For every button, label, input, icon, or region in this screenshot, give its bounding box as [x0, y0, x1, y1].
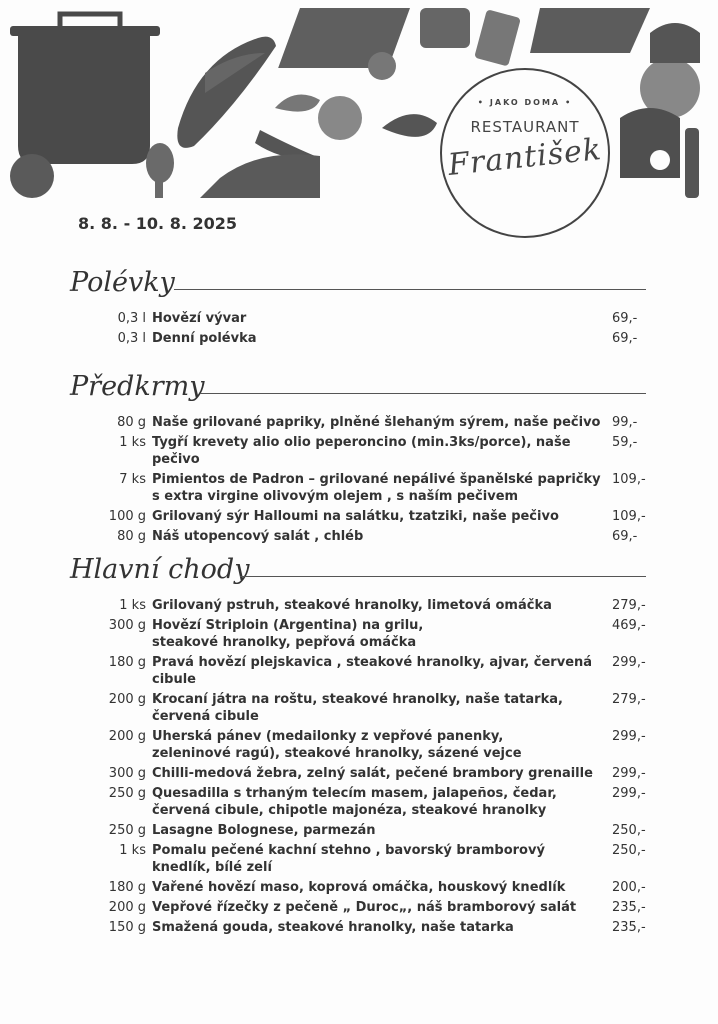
- item-quantity: 250 g: [108, 786, 146, 801]
- item-description-line: knedlík, bílé zelí: [152, 860, 272, 875]
- item-quantity: 180 g: [108, 880, 146, 895]
- item-description-line: Uherská pánev (medailonky z vepřové panenky,: [152, 729, 504, 744]
- item-price: 69,-: [612, 311, 638, 326]
- item-quantity: 250 g: [108, 823, 146, 838]
- item-description-line: Smažená gouda, steakové hranolky, naše tatarka: [152, 920, 514, 935]
- item-price: 69,-: [612, 529, 638, 544]
- item-quantity: 300 g: [108, 618, 146, 633]
- menu-item: [70, 528, 650, 545]
- item-price: 235,-: [612, 920, 646, 935]
- item-quantity: 0,3 l: [117, 331, 146, 346]
- item-description-line: Naše grilované papriky, plněné šlehaným sýrem, naše pečivo: [152, 415, 601, 430]
- item-description-line: Pimientos de Padron – grilované nepálivé španělské papričky: [152, 472, 601, 487]
- item-description-line: Hovězí Striploin (Argentina) na grilu,: [152, 618, 424, 633]
- item-quantity: 200 g: [108, 900, 146, 915]
- item-description-line: Vepřové řízečky z pečeně „ Duroc„, náš bramborový salát: [152, 900, 577, 915]
- item-quantity: 80 g: [117, 415, 146, 430]
- item-description-line: Pravá hovězí plejskavica , steakové hranolky, ajvar, červená cibule: [152, 655, 593, 687]
- item-quantity: 180 g: [108, 655, 146, 670]
- section-divider: [174, 289, 646, 290]
- menu-item: [70, 899, 650, 916]
- menu-item: [70, 617, 650, 651]
- item-price: 69,-: [612, 331, 638, 346]
- menu-item: [70, 508, 650, 525]
- item-description: [152, 879, 612, 896]
- item-price: 200,-: [612, 880, 646, 895]
- item-description-line: Pomalu pečené kachní stehno , bavorský bramborový: [152, 843, 545, 858]
- menu-date: 8. 8. - 10. 8. 2025: [78, 214, 237, 233]
- item-price: 59,-: [612, 435, 638, 450]
- item-quantity: 200 g: [108, 729, 146, 744]
- item-quantity: 200 g: [108, 692, 146, 707]
- item-description: [152, 919, 612, 936]
- menu-item: [70, 691, 650, 725]
- item-description-line: zeleninové ragú), steakové hranolky, sázené vejce: [152, 746, 522, 761]
- item-price: 109,-: [612, 509, 646, 524]
- item-quantity: 80 g: [117, 529, 146, 544]
- menu-item: [70, 330, 650, 347]
- item-description: [152, 414, 612, 431]
- menu-item: [70, 654, 650, 688]
- item-price: 299,-: [612, 729, 646, 744]
- item-price: 109,-: [612, 472, 646, 487]
- menu-item: [70, 434, 650, 468]
- item-description: [152, 597, 612, 614]
- logo-script-name: František: [446, 132, 604, 183]
- item-description-line: Lasagne Bolognese, parmezán: [152, 823, 376, 838]
- item-price: 299,-: [612, 766, 646, 781]
- item-description-line: Quesadilla s trhaným telecím masem, jalapeños, čedar,: [152, 786, 557, 801]
- section-starters: [70, 362, 650, 548]
- item-description: [152, 765, 612, 782]
- section-items: [70, 414, 650, 545]
- item-quantity: 1 ks: [119, 843, 146, 858]
- item-description-line: s extra virgine olivovým olejem , s naším pečivem: [152, 489, 519, 504]
- section-title: Hlavní chody: [70, 554, 250, 585]
- item-quantity: 150 g: [108, 920, 146, 935]
- item-price: 279,-: [612, 692, 646, 707]
- menu-item: [70, 785, 650, 819]
- item-description: [152, 528, 612, 545]
- item-description: [152, 654, 612, 688]
- item-description: [152, 310, 612, 327]
- menu-item: [70, 728, 650, 762]
- logo-name: RESTAURANT: [470, 118, 580, 136]
- item-description: [152, 508, 612, 525]
- item-description-line: červená cibule: [152, 709, 259, 724]
- item-price: 250,-: [612, 823, 646, 838]
- item-price: 279,-: [612, 598, 646, 613]
- menu-item: [70, 471, 650, 505]
- item-quantity: 1 ks: [119, 598, 146, 613]
- item-description-line: Hovězí vývar: [152, 311, 247, 326]
- section-header: [70, 258, 650, 302]
- item-quantity: 100 g: [108, 509, 146, 524]
- section-soups: [70, 258, 650, 350]
- item-description-line: Vařené hovězí maso, koprová omáčka, houskový knedlík: [152, 880, 566, 895]
- menu-item: [70, 919, 650, 936]
- item-description-line: Grilovaný pstruh, steakové hranolky, limetová omáčka: [152, 598, 552, 613]
- item-description-line: červená cibule, chipotle majonéza, steakové hranolky: [152, 803, 547, 818]
- section-items: [70, 597, 650, 936]
- section-title: Polévky: [70, 267, 175, 298]
- item-description: [152, 691, 612, 725]
- item-description-line: Denní polévka: [152, 331, 257, 346]
- section-title: Předkrmy: [70, 371, 205, 402]
- item-description-line: Krocaní játra na roštu, steakové hranolky, naše tatarka,: [152, 692, 563, 707]
- menu-item: [70, 822, 650, 839]
- item-description-line: Tygří krevety alio olio peperoncino (min.3ks/porce), naše pečivo: [152, 435, 571, 467]
- menu-item: [70, 414, 650, 431]
- item-quantity: 7 ks: [119, 472, 146, 487]
- section-divider: [200, 393, 646, 394]
- section-header: [70, 545, 650, 589]
- item-description-line: steakové hranolky, pepřová omáčka: [152, 635, 417, 650]
- item-quantity: 300 g: [108, 766, 146, 781]
- item-description: [152, 822, 612, 839]
- item-price: 299,-: [612, 786, 646, 801]
- item-description: [152, 434, 612, 468]
- item-description: [152, 471, 612, 505]
- menu-item: [70, 597, 650, 614]
- restaurant-logo: [440, 68, 610, 238]
- menu-item: [70, 310, 650, 327]
- item-description: [152, 330, 612, 347]
- section-header: [70, 362, 650, 406]
- item-description: [152, 728, 612, 762]
- section-main-courses: [70, 545, 650, 939]
- menu-item: [70, 879, 650, 896]
- item-description-line: Chilli-medová žebra, zelný salát, pečené brambory grenaille: [152, 766, 593, 781]
- menu-item: [70, 765, 650, 782]
- item-description-line: Náš utopencový salát , chléb: [152, 529, 364, 544]
- item-description: [152, 617, 612, 651]
- item-price: 299,-: [612, 655, 646, 670]
- logo-tagline: • JAKO DOMA •: [442, 98, 608, 107]
- item-price: 469,-: [612, 618, 646, 633]
- item-description: [152, 842, 612, 876]
- section-divider: [240, 576, 646, 577]
- item-quantity: 1 ks: [119, 435, 146, 450]
- menu-item: [70, 842, 650, 876]
- item-price: 99,-: [612, 415, 638, 430]
- item-quantity: 0,3 l: [117, 311, 146, 326]
- item-description: [152, 899, 612, 916]
- item-description-line: Grilovaný sýr Halloumi na salátku, tzatziki, naše pečivo: [152, 509, 559, 524]
- section-items: [70, 310, 650, 347]
- item-price: 235,-: [612, 900, 646, 915]
- item-description: [152, 785, 612, 819]
- item-price: 250,-: [612, 843, 646, 858]
